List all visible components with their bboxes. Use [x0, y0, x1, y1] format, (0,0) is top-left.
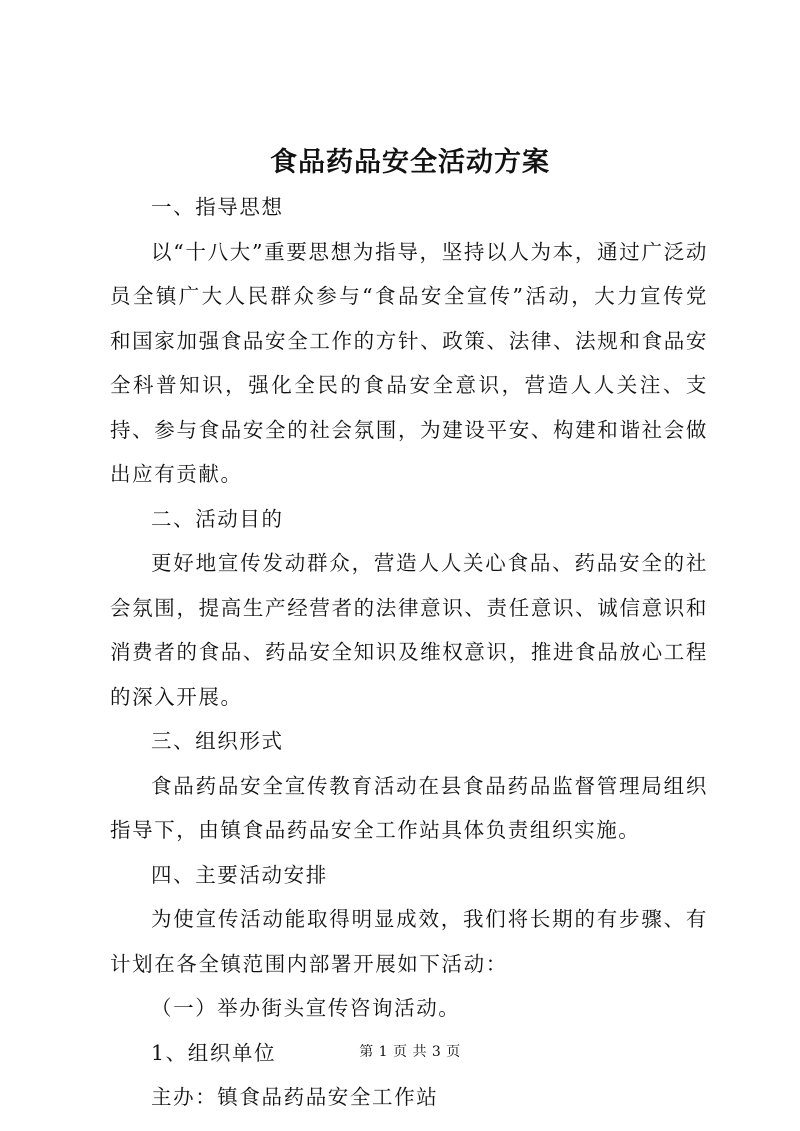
section-heading-organization-form: 三、组织形式: [151, 729, 284, 753]
page-number-footer: 第 1 页 共 3 页: [359, 1044, 461, 1060]
document-body: [110, 185, 708, 1120]
document-title: 食品药品安全活动方案: [270, 147, 550, 178]
paragraph-main-activities: 为使宣传活动能取得明显成效，我们将长期的有步骤、有计划在各全镇范围内部署开展如下活动：: [110, 907, 708, 976]
section-heading-main-activities: 四、主要活动安排: [151, 862, 328, 887]
paragraph-activity-purpose: 更好地宣传发动群众，营造人人关心食品、药品安全的社会氛围，提高生产经营者的法律意识、责任意识、诚信意识和消费者的食品、药品安全知识及维权意识，推进食品放心工程的深入开展。: [110, 551, 708, 709]
subheading-organizing-unit: 1、组织单位: [151, 1040, 277, 1065]
document-page: [110, 0, 710, 1131]
section-heading-guiding-ideology: 一、指导思想: [151, 195, 284, 219]
section-heading-activity-purpose: 二、活动目的: [151, 506, 284, 531]
paragraph-guiding-ideology: 以“十八大”重要思想为指导，坚持以人为本，通过广泛动员全镇广大人民群众参与“食品安全宣传”活动，大力宣传党和国家加强食品安全工作的方针、政策、法律、法规和食品安全科普知识，强化全民的食品安全意识，营造人人关注、支持、参与食品安全的社会氛围，为建设平安、构建和谐社会做出应有贡献。: [110, 239, 708, 486]
paragraph-organization-form: 食品药品安全宣传教育活动在县食品药品监督管理局组织指导下，由镇食品药品安全工作站具体负责组织实施。: [110, 773, 708, 842]
host-line: 主办：镇食品药品安全工作站: [151, 1085, 439, 1109]
subheading-street-campaign: （一）举办街头宣传咨询活动。: [151, 996, 461, 1020]
